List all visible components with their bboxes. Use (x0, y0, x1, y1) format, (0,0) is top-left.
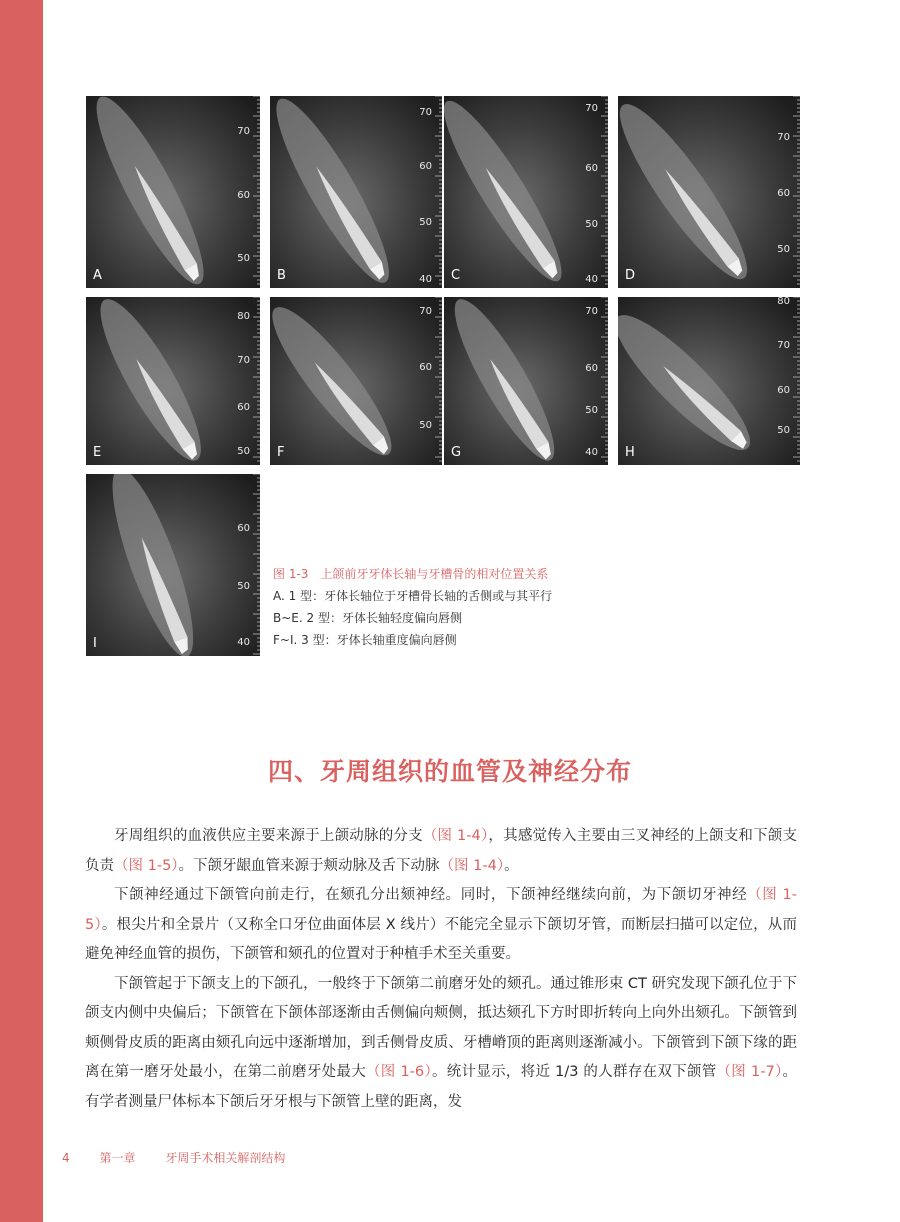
ruler-tick-label: 60 (419, 361, 432, 373)
paragraph-text: 牙周组织的血液供应主要来源于上颌动脉的分支 (114, 828, 423, 844)
ruler-tick-label: 80 (777, 297, 790, 308)
paragraph-text: 。下颌牙龈血管来源于颊动脉及舌下动脉 (178, 857, 440, 874)
ruler-tick-label: 50 (585, 218, 598, 230)
ruler-tick-label: 50 (777, 243, 790, 255)
page-number: 4 (62, 1151, 70, 1165)
caption-line-f-i: F~I. 3 型：牙体长轴重度偏向唇侧 (273, 633, 457, 647)
footer-title: 牙周手术相关解剖结构 (165, 1151, 286, 1165)
ct-scan-image (86, 474, 260, 656)
ruler-tick-label: 50 (237, 445, 250, 457)
ruler-tick-label: 70 (777, 132, 790, 144)
ruler-tick-label: 50 (419, 420, 432, 432)
ruler-tick-label: 60 (419, 161, 432, 173)
ruler-tick-label: 70 (585, 306, 598, 318)
panel-letter: D (625, 268, 636, 283)
figure-reference[interactable]: （图 1-5） (85, 887, 797, 933)
ruler-tick-label: 70 (419, 107, 432, 119)
ruler-tick-label: 40 (585, 274, 598, 286)
ruler-tick-label: 60 (585, 363, 598, 375)
ct-scan-image (86, 297, 260, 465)
paragraph-text: 下颌管起于下颌支上的下颌孔，一般终于下颌第二前磨牙处的颏孔。通过锥形束 CT 研究发现下颌孔位于下颌支内侧中央偏后；下颌管在下颌体部逐渐由舌侧偏向颊侧，抵达颏孔下方时即折转向上向外出颏孔。下颌管到颊侧骨皮质的距离由颏孔向远中逐渐增加，到舌侧骨皮质、牙槽嵴顶的距离则逐渐减小。下颌管到下颌下缘的距离在第一磨牙处最小，在第二前磨牙处最大 (85, 975, 797, 1080)
ruler-tick-label: 40 (237, 637, 250, 649)
ruler-tick-label: 60 (237, 189, 250, 201)
section-heading: 四、牙周组织的血管及神经分布 (267, 757, 632, 786)
paragraph-text: ，其感觉传入主要由三叉神经的上颌支和下颌支负责 (85, 828, 798, 874)
ruler-tick-label: 50 (777, 425, 790, 437)
figure-reference[interactable]: （图 1-6） (365, 1064, 432, 1080)
paragraph-text: 。有学者测量尸体标本下颌后牙牙根与下颌管上壁的距离，发 (85, 1064, 797, 1110)
ruler-tick-label: 60 (237, 401, 250, 413)
panel-letter: G (451, 445, 462, 460)
paragraph-text: 。根尖片和全景片（又称全口牙位曲面体层 X 线片）不能完全显示下颌切牙管，而断层扫描可以定位，从而避免神经血管的损伤，下颌管和颏孔的位置对于种植手术至关重要。 (85, 916, 797, 962)
ruler-tick-label: 60 (777, 187, 790, 199)
paragraph-text: 。 (504, 857, 519, 874)
ruler-tick-label: 70 (419, 306, 432, 318)
ct-panel-h (618, 297, 800, 465)
ruler-tick-label: 50 (585, 405, 598, 417)
ct-panel-b (270, 96, 442, 288)
ct-panel-g (444, 297, 608, 465)
ct-panel-i (86, 474, 260, 656)
ruler-tick-label: 60 (777, 385, 790, 397)
footer-chapter: 第一章 (99, 1151, 136, 1165)
panel-letter: I (93, 636, 97, 651)
ruler-tick-label: 70 (585, 103, 598, 115)
ruler-tick-label: 70 (237, 126, 250, 138)
ct-scan-image (444, 297, 608, 465)
figure-caption (273, 563, 552, 651)
figure-reference[interactable]: （图 1-7） (716, 1064, 783, 1080)
caption-line-b-e: B~E. 2 型：牙体长轴轻度偏向唇侧 (273, 611, 462, 625)
panel-letter: E (93, 445, 102, 460)
ct-panel-f (270, 297, 442, 465)
ruler-tick-label: 40 (585, 447, 598, 459)
ct-panel-d (618, 96, 800, 288)
body-paragraph (85, 970, 797, 1118)
ct-scan-image (444, 96, 608, 288)
ruler-tick-label: 70 (777, 339, 790, 351)
ruler-tick-label: 80 (237, 311, 250, 323)
ruler-tick-label: 50 (237, 580, 250, 592)
ct-scan-image (618, 297, 800, 465)
panel-letter: H (625, 445, 635, 460)
side-color-band (0, 0, 43, 1222)
caption-title: 图 1-3 上颌前牙牙体长轴与牙槽骨的相对位置关系 (273, 567, 549, 581)
panel-letter: B (277, 268, 286, 283)
ruler-tick-label: 40 (419, 274, 432, 286)
figure-reference[interactable]: （图 1-4） (422, 828, 489, 844)
figure-reference[interactable]: （图 1-4） (439, 857, 505, 874)
ct-panel-e (86, 297, 260, 465)
ruler-tick-label: 70 (237, 354, 250, 366)
paragraph-text: 下颌神经通过下颌管向前走行，在颏孔分出颏神经。同时，下颌神经继续向前，为下颌切牙神经 (114, 887, 748, 903)
ct-scan-image (270, 297, 442, 465)
panel-letter: A (93, 268, 102, 283)
ruler-tick-label: 50 (419, 216, 432, 228)
ct-scan-image (270, 96, 442, 288)
caption-line-a: A. 1 型：牙体长轴位于牙槽骨长轴的舌侧或与其平行 (273, 589, 553, 603)
panel-letter: C (451, 268, 461, 283)
panel-letter: F (277, 445, 285, 460)
ruler-tick-label: 50 (237, 253, 250, 265)
body-paragraph (85, 822, 797, 881)
body-text (85, 822, 797, 1117)
ct-panel-c (444, 96, 608, 288)
ruler-tick-label: 60 (237, 522, 250, 534)
paragraph-text: 。统计显示，将近 1/3 的人群存在双下颌管 (431, 1064, 717, 1080)
ruler-tick-label: 60 (585, 162, 598, 174)
body-paragraph (85, 881, 797, 970)
page-footer (62, 1149, 311, 1166)
figure-reference[interactable]: （图 1-5） (114, 857, 179, 874)
ct-panel-a (86, 96, 260, 288)
